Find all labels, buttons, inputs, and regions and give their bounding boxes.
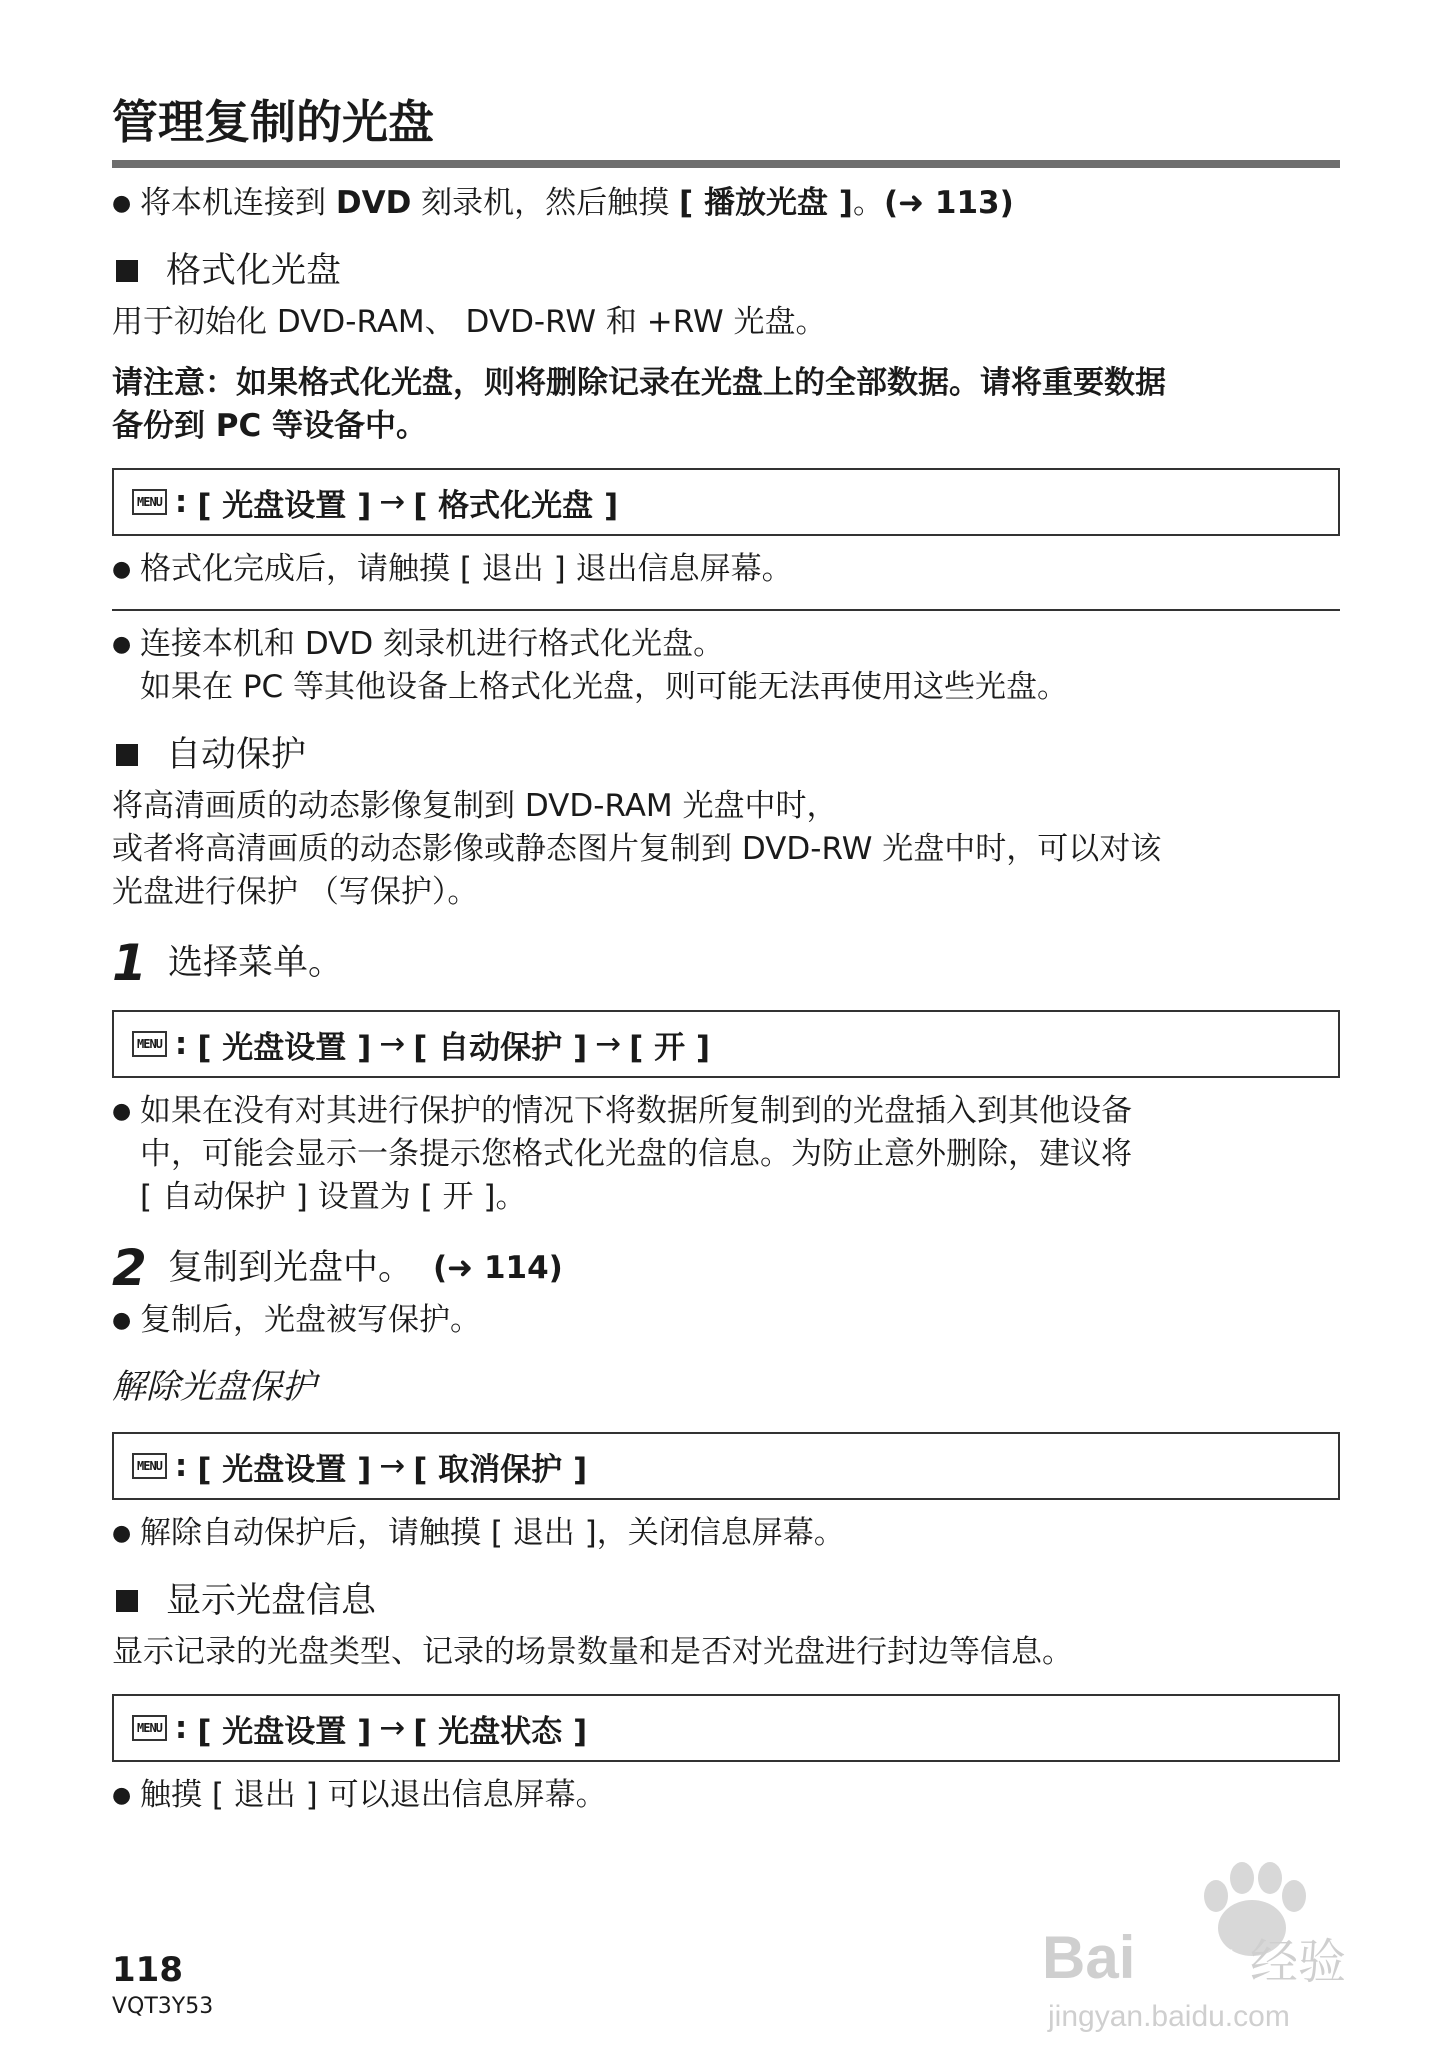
list-item: ● 如果在没有对其进行保护的情况下将数据所复制到的光盘插入到其他设备 中，可能会显示一条提示您格式化光盘的信息。为防止意外删除，建议将 [ 自动保护 ] 设置为 [ 开 ]。 bbox=[112, 1093, 1132, 1215]
menu-icon: MENU bbox=[132, 1031, 167, 1057]
manual-page bbox=[112, 92, 1340, 1821]
title-rule bbox=[112, 160, 1340, 168]
page-ref: (➜ 113) bbox=[883, 185, 1014, 221]
format-description: 用于初始化 DVD-RAM、 DVD-RW 和 +RW 光盘。 bbox=[112, 304, 827, 340]
menu-path-release: MENU : [ 光盘设置 ] → [ 取消保护 ] bbox=[112, 1432, 1340, 1500]
section-format-heading: 格式化光盘 bbox=[112, 247, 1340, 295]
page-title: 管理复制的光盘 bbox=[112, 95, 434, 149]
arrow-right-icon: → bbox=[379, 1448, 406, 1484]
list-item: ● 格式化完成后，请触摸 [ 退出 ] 退出信息屏幕。 bbox=[112, 551, 793, 587]
square-bullet-icon bbox=[116, 260, 138, 282]
list-item: ● 连接本机和 DVD 刻录机进行格式化光盘。 如果在 PC 等其他设备上格式化光盘，则可能无法再使用这些光盘。 bbox=[112, 626, 1069, 705]
page-number: 118 bbox=[112, 1950, 183, 1990]
watermark-brand-a: Bai bbox=[1042, 1924, 1136, 1991]
discinfo-description: 显示记录的光盘类型、记录的场景数量和是否对光盘进行封边等信息。 bbox=[112, 1634, 1073, 1670]
watermark-brand-b: du bbox=[1170, 1930, 1236, 1990]
menu-icon: MENU bbox=[132, 1715, 167, 1741]
arrow-right-icon: → bbox=[379, 1026, 406, 1062]
menu-path-format: MENU : [ 光盘设置 ] → [ 格式化光盘 ] bbox=[112, 468, 1340, 536]
format-warning: 请注意：如果格式化光盘，则将删除记录在光盘上的全部数据。请将重要数据 备份到 PC 等设备中。 bbox=[112, 365, 1166, 444]
list-item: ● 复制后，光盘被写保护。 bbox=[112, 1302, 481, 1338]
menu-icon: MENU bbox=[132, 489, 167, 515]
menu-path-autoprotect: MENU : [ 光盘设置 ] → [ 自动保护 ] → [ 开 ] bbox=[112, 1010, 1340, 1078]
watermark-brand-c: 经验 bbox=[1250, 1934, 1347, 1990]
square-bullet-icon bbox=[116, 1590, 138, 1612]
step-number: 2 bbox=[112, 1239, 147, 1297]
autoprotect-description: 将高清画质的动态影像复制到 DVD-RAM 光盘中时， 或者将高清画质的动态影像或静态图片复制到 DVD-RW 光盘中时，可以对该 光盘进行保护 （写保护）。 bbox=[112, 788, 1162, 910]
arrow-right-icon: → bbox=[595, 1026, 622, 1062]
menu-icon: MENU bbox=[132, 1453, 167, 1479]
section-discinfo-heading: 显示光盘信息 bbox=[112, 1577, 1340, 1625]
release-protection-heading: 解除光盘保护 bbox=[112, 1367, 316, 1407]
divider bbox=[112, 609, 1340, 611]
menu-path-discinfo: MENU : [ 光盘设置 ] → [ 光盘状态 ] bbox=[112, 1694, 1340, 1762]
section-autoprotect-heading: 自动保护 bbox=[112, 731, 1340, 779]
list-item: ● 解除自动保护后，请触摸 [ 退出 ]，关闭信息屏幕。 bbox=[112, 1515, 845, 1551]
square-bullet-icon bbox=[116, 744, 138, 766]
step-1: 1 选择菜单。 bbox=[112, 934, 344, 992]
page-ref: (➜ 114) bbox=[433, 1250, 563, 1286]
baidu-watermark bbox=[1040, 1840, 1360, 2040]
list-item: ● 触摸 [ 退出 ] 可以退出信息屏幕。 bbox=[112, 1777, 607, 1813]
bullet-dot: ● bbox=[112, 191, 132, 216]
step-number: 1 bbox=[112, 934, 147, 992]
arrow-right-icon: → bbox=[379, 1710, 406, 1746]
document-code: VQT3Y53 bbox=[112, 1994, 214, 2019]
watermark-url: jingyan.baidu.com bbox=[1048, 2000, 1290, 2033]
arrow-right-icon: → bbox=[379, 484, 406, 520]
step-2: 2 复制到光盘中。 (➜ 114) bbox=[112, 1239, 563, 1297]
intro-bullet: ● 将本机连接到 DVD 刻录机，然后触摸 [ 播放光盘 ]。(➜ 113) bbox=[112, 182, 1340, 225]
